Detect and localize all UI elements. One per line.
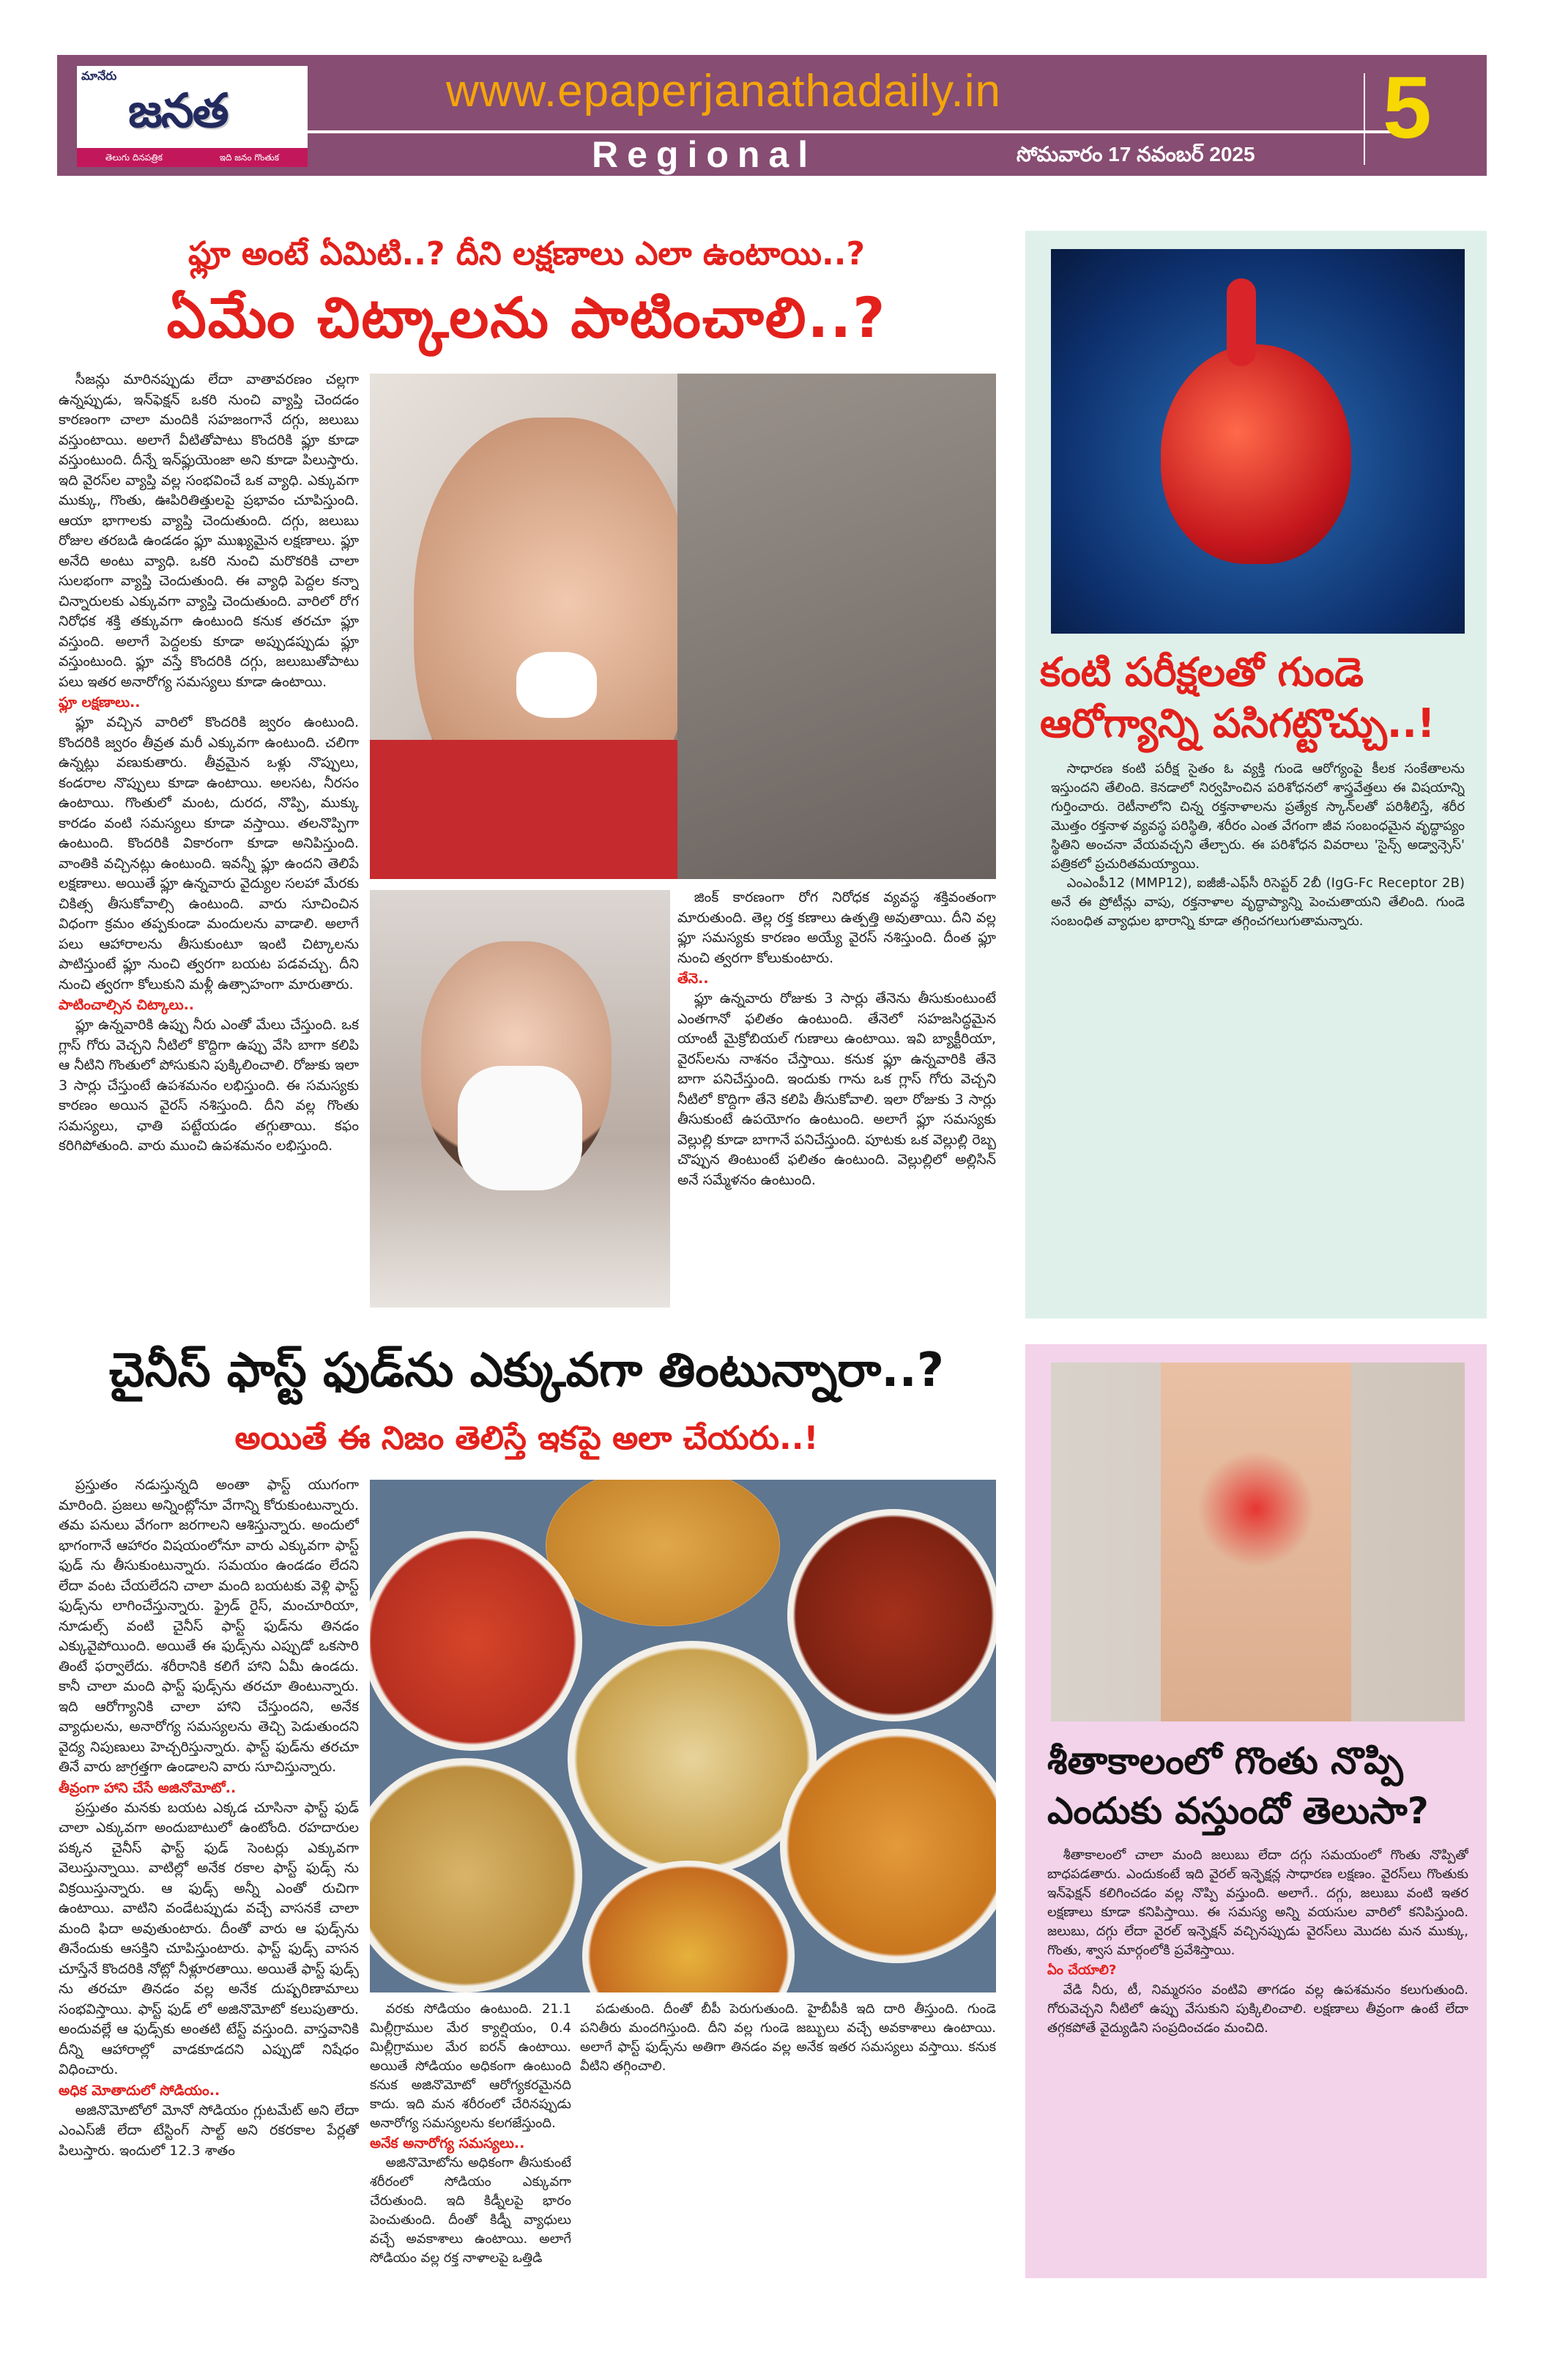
paragraph: జింక్ కారణంగా రోగ నిరోధక వ్యవస్థ శక్తివంతంగా మారుతుంది. తెల్ల రక్త కణాలు ఉత్పత్తి అవుతాయి. దీని వల్ల ఫ్లూ సమస్యకు కారణం అయ్యే వైరస్ నశిస్తుంది. దీంత ఫ్లూ నుంచి త్వరగా కోలుకుంటారు. (677, 889, 996, 966)
paragraph: సీజన్లు మారినప్పుడు లేదా వాతావరణం చల్లగా ఉన్నప్పుడు, ఇన్‌ఫెక్షన్ ఒకరి నుంచి వ్యాప్తి చెందడం కారణంగా చాలా మందికి సహజంగానే దగ్గు, జలుబు వస్తుంటాయి. అలాగే వీటితోపాటు కొందరికి ఫ్లూ కూడా వస్తుంటుంది. దీన్నే ఇన్‌ఫ్లుయెంజా అని కూడా పిలుస్తారు. ఇది వైరస్‌ల వ్యాప్తి వల్ల సంభవించే ఒక వ్యాధి. ఎక్కువగా ముక్కు, గొంతు, ఊపిరితిత్తులపై ప్రభావం చూపిస్తుంది. ఆయా భాగాలకు వ్యాప్తి చెందుతుంది. దగ్గు, జలుబు రోజుల తరబడి ఉండడం ఫ్లూ ముఖ్యమైన లక్షణాలు. ఫ్లూ అనేది అంటు వ్యాధి. ఒకరి నుంచి మరొకరికి చాలా సులభంగా వ్యాప్తి చెందుతుంది. ఈ వ్యాధి పెద్దల కన్నా చిన్నారులకు ఎక్కువగా వ్యాప్తి చెందుతుంది. వారిలో రోగ నిరోధక శక్తి తక్కువగా ఉంటుంది కనుక తరచూ ఫ్లూ వస్తుంది. అలాగే పెద్దలకు కూడా అప్పుడప్పుడు ఫ్లూ వస్తుంటుంది. ఫ్లూ వస్తే కొందరికి దగ్గు, జలుబుతోపాటు పలు ఇతర అనారోగ్య సమస్యలు కూడా ఉంటాయి. (59, 371, 359, 690)
logo-name: జనత (128, 84, 228, 138)
paragraph: పడుతుంది. దీంతో బీపీ పెరుగుతుంది. హైబీపీకి ఇది దారి తీస్తుంది. గుండె పనితీరు మందగిస్తుంది. దీని వల్ల గుండె జబ్బులు వచ్చే అవకాశాలు ఉంటాయి. అలాగే ఫాస్ట్ ఫుడ్స్‌ను అతిగా తినడం వల్ల అనేక ఇతర సమస్యలు వస్తాయి. కనుక వీటిని తగ్గించాలి. (580, 2001, 996, 2074)
logo-tag-left: తెలుగు దినపత్రిక (105, 152, 163, 163)
pain-glow (1197, 1450, 1315, 1568)
flu-headline: ఏమేం చిట్కాలను పాటించాలి..? (166, 285, 887, 350)
fast-food-heading-block (57, 1339, 996, 1471)
paragraph: ఎంఎంపీ12 (MMP12), ఐజీజీ-ఎఫ్‌సీ రిసెప్టర్ 2బీ (IgG-Fc Receptor 2B) అనే ఈ ప్రోటీన్లు వాపు, రక్తనాళాల వృద్ధాప్యాన్ని పెంచుతాయని తేలింది. గుండె సంబంధిత వ్యాధుల భారాన్ని కూడా తగ్గించగలుగుతామన్నారు. (1051, 875, 1465, 929)
sweater-shape (677, 374, 996, 879)
chilli-chicken-plate (370, 1531, 582, 1751)
logo-prefix: మానేరు (81, 69, 117, 83)
subheading: అనేక అనారోగ్య సమస్యలు.. (370, 2135, 525, 2151)
subheading: ఏం చేయాలి? (1047, 1962, 1117, 1978)
woman-with-flu-photo (370, 374, 996, 879)
website-url[interactable]: www.epaperjanathadaily.in (446, 66, 1001, 116)
fast-food-kicker: అయితే ఈ నిజం తెలిస్తే ఇకపై అలా చేయరు..! (234, 1420, 819, 1457)
hakka-noodles-plate (780, 1729, 996, 1963)
eye-heart-article (1025, 231, 1487, 1319)
paragraph: శీతాకాలంలో చాలా మంది జలుబు లేదా దగ్గు సమయంలో గొంతు నొప్పితో బాధపడతారు. ఎందుకంటే ఇది వైరల్ ఇన్ఫెక్షన్ల సాధారణ లక్షణం. వైరస్‌లు గొంతుకు ఇన్‌ఫెక్షన్ కలిగించడం వల్ల నొప్పి వస్తుంది. అలాగే.. దగ్గు, జలుబు వంటి ఇతర లక్షణాలు కూడా కనిపిస్తాయి. ఈ సమస్య అన్ని వయసుల వారిలో కనిపిస్తుంది. జలుబు, దగ్గు లేదా వైరల్ ఇన్ఫెక్షన్ వచ్చినప్పుడు వైరస్‌లు మొదట మన ముక్కు, గొంతు, శ్వాస మార్గంలోకి ప్రవేశిస్తాయి. (1047, 1847, 1468, 1958)
chinese-food-photo (370, 1480, 996, 1992)
fried-rice-plate (546, 1480, 780, 1626)
paragraph: ప్రస్తుతం మనకు బయట ఎక్కడ చూసినా ఫాస్ట్ ఫుడ్ చాలా ఎక్కువగా అందుబాటులో ఉంటోంది. రహదారుల పక్కన చైనీస్ ఫాస్ట్ ఫుడ్ సెంటర్లు ఎక్కువగా వెలుస్తున్నాయి. వాటిల్లో అనేక రకాల ఫాస్ట్ ఫుడ్స్ ను విక్రయిస్తున్నారు. ఆ ఫుడ్స్ అన్నీ ఎంతో రుచిగా ఉంటాయి. వాటిని వండేటప్పుడు వచ్చే వాసనకే చాలా మంది ఫిదా అవుతుంటారు. దీంతో వారు ఆ ఫుడ్స్‌ను తినేందుకు ఆసక్తిని చూపిస్తుంటారు. ఫాస్ట్ ఫుడ్స్ వాసన చూస్తేనే కొందరికి నోట్లో నీళ్లూరతాయి. అయితే ఫాస్ట్ ఫుడ్స్ ను తరచూ తినడం వల్ల అనేక దుష్పరిణామాలు సంభవిస్తాయి. ఫాస్ట్ ఫుడ్ లో అజినొమోటో కలుపుతారు. అందువల్లే ఆ ఫుడ్స్‌కు అంతటి టేస్ట్ వస్తుంది. వాస్తవానికి దీన్ని ఆహారాల్లో వాడకూడదని ఎప్పుడో నిషేధం విధించారు. (59, 1799, 359, 2077)
flu-heading-block (57, 233, 996, 366)
subheading: తీవ్రంగా హాని చేసే అజినోమోటో.. (59, 1779, 237, 1796)
paragraph: వేడి నీరు, టీ, నిమ్మరసం వంటివి తాగడం వల్ల ఉపశమనం కలుగుతుంది. గోరువెచ్చని నీటిలో ఉప్పు వేసుకుని పుక్కిలించాలి. లక్షణాలు తీవ్రంగా ఉంటే లేదా తగ్గకపోతే వైద్యుడిని సంప్రదించడం మంచిది. (1047, 1982, 1468, 2036)
eye-heart-headline: కంటి పరీక్షలతో గుండె ఆరోగ్యాన్ని పసిగట్టొచ్చు..! (1040, 649, 1435, 746)
throat-body (1047, 1846, 1468, 2267)
eye-heart-body (1051, 760, 1465, 1304)
page-number: 5 (1383, 59, 1432, 157)
paragraph: ఫ్లూ వచ్చిన వారిలో కొందరికి జ్వరం ఉంటుంది. కొందరికి జ్వరం తీవ్రత మరీ ఎక్కువగా ఉంటుంది. చలిగా ఉన్నట్లు వణుకుతారు. తీవ్రమైన ఒళ్లు నొప్పులు, కండరాల నొప్పులు కూడా ఉంటాయి. అలసట, నీరసం ఉంటాయి. గొంతులో మంట, దురద, నొప్పి, ముక్కు కారడం వంటి సమస్యలు కూడా వస్తాయి. తలనొప్పిగా ఉంటుంది. కొందరికి వికారంగా కూడా అనిపిస్తుంది. వాంతికి వచ్చినట్లు ఉంటుంది. ఇవన్నీ ఫ్లూ ఉందని తెలిపే లక్షణాలు. అయితే ఫ్లూ ఉన్నవారు వైద్యుల సలహా మేరకు చికిత్స తీసుకోవాల్సి ఉంటుంది. వారు సూచించిన విధంగా క్రమం తప్పకుండా మందులను వాడాలి. అలాగే పలు ఆహారాలను తీసుకుంటూ ఇంటి చిట్కాలను పాటిస్తుంటే ఫ్లూ నుంచి త్వరగా బయట పడవచ్చు. దీని నుంచి త్వరగా కోలుకుని మళ్లీ ఉత్సాహంగా మారుతారు. (59, 714, 359, 993)
paragraph: ఫ్లూ ఉన్నవారు రోజుకు 3 సార్లు తేనెను తీసుకుంటుంటే ఎంతగానో ఫలితం ఉంటుంది. తేనెలో సహజసిద్ధమైన యాంటీ మైక్రోబియల్ గుణాలు ఉంటాయి. ఇవి బ్యాక్టీరియా, వైరస్‌లను నాశనం చేస్తాయి. కనుక ఫ్లూ ఉన్నవారికి తేనె బాగా పనిచేస్తుంది. ఇందుకు గాను ఒక గ్లాస్ గోరు వెచ్చని నీటిలో కొద్దిగా తేనె కలిపి తీసుకోవాలి. ఇలా రోజుకు 3 సార్లు తీసుకుంటే ఉపయోగం ఉంటుంది. అలాగే ఫ్లూ సమస్యకు వెల్లుల్లి కూడా బాగానే పనిచేస్తుంది. పూటకు ఒక వెల్లుల్లి రెబ్బ చొప్పున తింటుంటే ఫలితం ఉంటుంది. వెల్లుల్లిలో అల్లిసిన్ అనే సమ్మేళనం ఉంటుంది. (677, 990, 996, 1188)
heart-illustration (1051, 249, 1465, 634)
subheading: తేనె.. (677, 971, 709, 987)
flu-column-2 (677, 888, 996, 1309)
fast-food-headline: చైనీస్ ఫాస్ట్ ఫుడ్‌ను ఎక్కువగా తింటున్నారా..? (109, 1343, 944, 1398)
paragraph: ఫ్లూ ఉన్నవారికి ఉప్పు నీరు ఎంతో మేలు చేస్తుంది. ఒక గ్లాస్ గోరు వెచ్చని నీటిలో కొద్దిగా ఉప్పు వేసి బాగా కలిపి ఆ నీటిని గొంతులో పోసుకుని పుక్కిలించాలి. రోజుకు ఇలా 3 సార్లు చేస్తుంటే ఉపశమనం లభిస్తుంది. ఈ సమస్యకు కారణం అయిన వైరస్ నశిస్తుంది. దీని వల్ల గొంతు సమస్యలు, ఛాతి పట్టేయడం తగ్గుతాయి. కఫం కరిగిపోతుంది. వారు ముంచి ఉపశమనం లభిస్తుంది. (59, 1017, 359, 1154)
flu-kicker: ఫ్లూ అంటే ఏమిటి..? దీని లక్షణాలు ఎలా ఉంటాయి..? (188, 235, 865, 273)
paragraph: వరకు సోడియం ఉంటుంది. 21.1 మిల్లీగ్రాముల మేర క్యాల్షియం, 0.4 మిల్లీగ్రాముల మేర ఐరన్ ఉంటాయి. అయితే సోడియం అధికంగా ఉంటుంది కనుక అజినొమోటో ఆరోగ్యకరమైనది కాదు. ఇది మన శరీరంలో చేరినప్పుడు అనారోగ్య సమస్యలను కలగజేస్తుంది. (370, 2001, 571, 2131)
fast-food-column-1 (59, 1475, 359, 2272)
throat-article (1025, 1344, 1487, 2278)
fast-food-column-2 (370, 2000, 571, 2271)
logo-tag-right: ఇది జనం గొంతుక (219, 152, 280, 163)
paragraph: సాధారణ కంటి పరీక్ష సైతం ఓ వ్యక్తి గుండె ఆరోగ్యంపై కీలక సంకేతాలను ఇస్తుందని తేలింది. కెనడాలో నిర్వహించిన పరిశోధనలో శాస్త్రవేత్తలు ఈ విషయాన్ని గుర్తించారు. రెటీనాలోని చిన్న రక్తనాళాలను ప్రత్యేక స్కాన్‌లతో పరిశీలిస్తే, శరీర మొత్తం రక్తనాళ వ్యవస్థ పరిస్థితి, శరీరం ఎంత వేగంగా జీవ సంబంధమైన వృద్ధాప్యం స్థితిని అంచనా వేయవచ్చని తేల్చారు. ఈ పరిశోధన వివరాలు 'సైన్స్ అడ్వాన్సెస్' పత్రికలో ప్రచురితమయ్యాయి. (1051, 761, 1465, 872)
section-name: Regional (592, 134, 817, 175)
noodles-plate (568, 1641, 817, 1875)
paragraph: ప్రస్తుతం నడుస్తున్నది అంతా ఫాస్ట్ యుగంగా మారింది. ప్రజలు అన్నింట్లోనూ వేగాన్ని కోరుకుంటున్నారు. తమ పనులు వేగంగా జరగాలని ఆశిస్తున్నారు. అందులో భాగంగానే ఆహారం విషయంలోనూ వారు ఎక్కువగా ఫాస్ట్ ఫుడ్ ను తీసుకుంటున్నారు. సమయం ఉండడం లేదని లేదా వంట చేయలేదని చాలా మంది బయటకు వెళ్లి ఫాస్ట్ ఫుడ్స్‌ను లాగించేస్తున్నారు. ఫ్రైడ్ రైస్, మంచూరియా, నూడుల్స్ వంటి చైనీస్ ఫాస్ట్ ఫుడ్‌ను తినడం ఎక్కువైపోయింది. అయితే ఈ ఫుడ్స్‌ను ఎప్పుడో ఒకసారి తింటే ఫర్వాలేదు. శరీరానికి కలిగే హాని ఏమీ ఉండదు. కానీ చాలా మంది ఫాస్ట్ ఫుడ్స్‌ను తరచూ తింటున్నారు. ఇది ఆరోగ్యానికి చాలా హాని చేస్తుందని, అనేక వ్యాధులను, అనారోగ్య సమస్యలను తెచ్చి పెడుతుందని వైద్య నిపుణులు హెచ్చరిస్తున్నారు. ఫాస్ట్ ఫుడ్‌ను తరచూ తినే వారు జాగ్రత్తగా ఉండాలని వారు సూచిస్తున్నారు. (59, 1477, 359, 1775)
throat-pain-photo (1051, 1363, 1465, 1721)
subheading: అధిక మోతాదులో సోడియం.. (59, 2082, 220, 2099)
paneer-plate (582, 1861, 795, 1992)
flu-column-1 (59, 370, 359, 1313)
logo-tagline (77, 148, 308, 167)
rice-plate (370, 1758, 582, 1992)
masthead (57, 55, 1487, 176)
issue-date: సోమవారం 17 నవంబర్ 2025 (1017, 143, 1255, 166)
tissue-shape (516, 652, 597, 718)
subheading: పాటించాల్సిన చిట్కాలు.. (59, 997, 195, 1013)
manchurian-plate (787, 1509, 996, 1721)
heart-shape (1161, 344, 1351, 564)
newspaper-logo[interactable] (77, 66, 308, 167)
divider (308, 130, 1391, 133)
scarf-shape (370, 740, 699, 879)
divider (1364, 73, 1365, 165)
aorta-shape (1227, 278, 1256, 366)
throat-headline: శీతాకాలంలో గొంతు నొప్పి ఎందుకు వస్తుందో తెలుసా? (1047, 1740, 1429, 1832)
tissue-shape (458, 1066, 582, 1190)
subheading: ఫ్లూ లక్షణాలు.. (59, 694, 141, 711)
girl-sneezing-photo (370, 890, 670, 1308)
paragraph: అజినొమోటోలో మోనో సోడియం గ్లుటమేట్ అని లేదా ఎంఎస్‌జీ లేదా టేస్టింగ్ సాల్ట్ అని రకరకాల పేర్లతో పిలుస్తారు. ఇందులో 12.3 శాతం (59, 2102, 359, 2159)
fast-food-column-3 (580, 2000, 996, 2271)
paragraph: అజినొమోటోను అధికంగా తీసుకుంటే శరీరంలో సోడియం ఎక్కువగా చేరుతుంది. ఇది కిడ్నీలపై భారం పెంచుతుంది. దీంతో కిడ్నీ వ్యాధులు వచ్చే అవకాశాలు ఉంటాయి. అలాగే సోడియం వల్ల రక్త నాళాలపై ఒత్తిడి (370, 2155, 571, 2266)
